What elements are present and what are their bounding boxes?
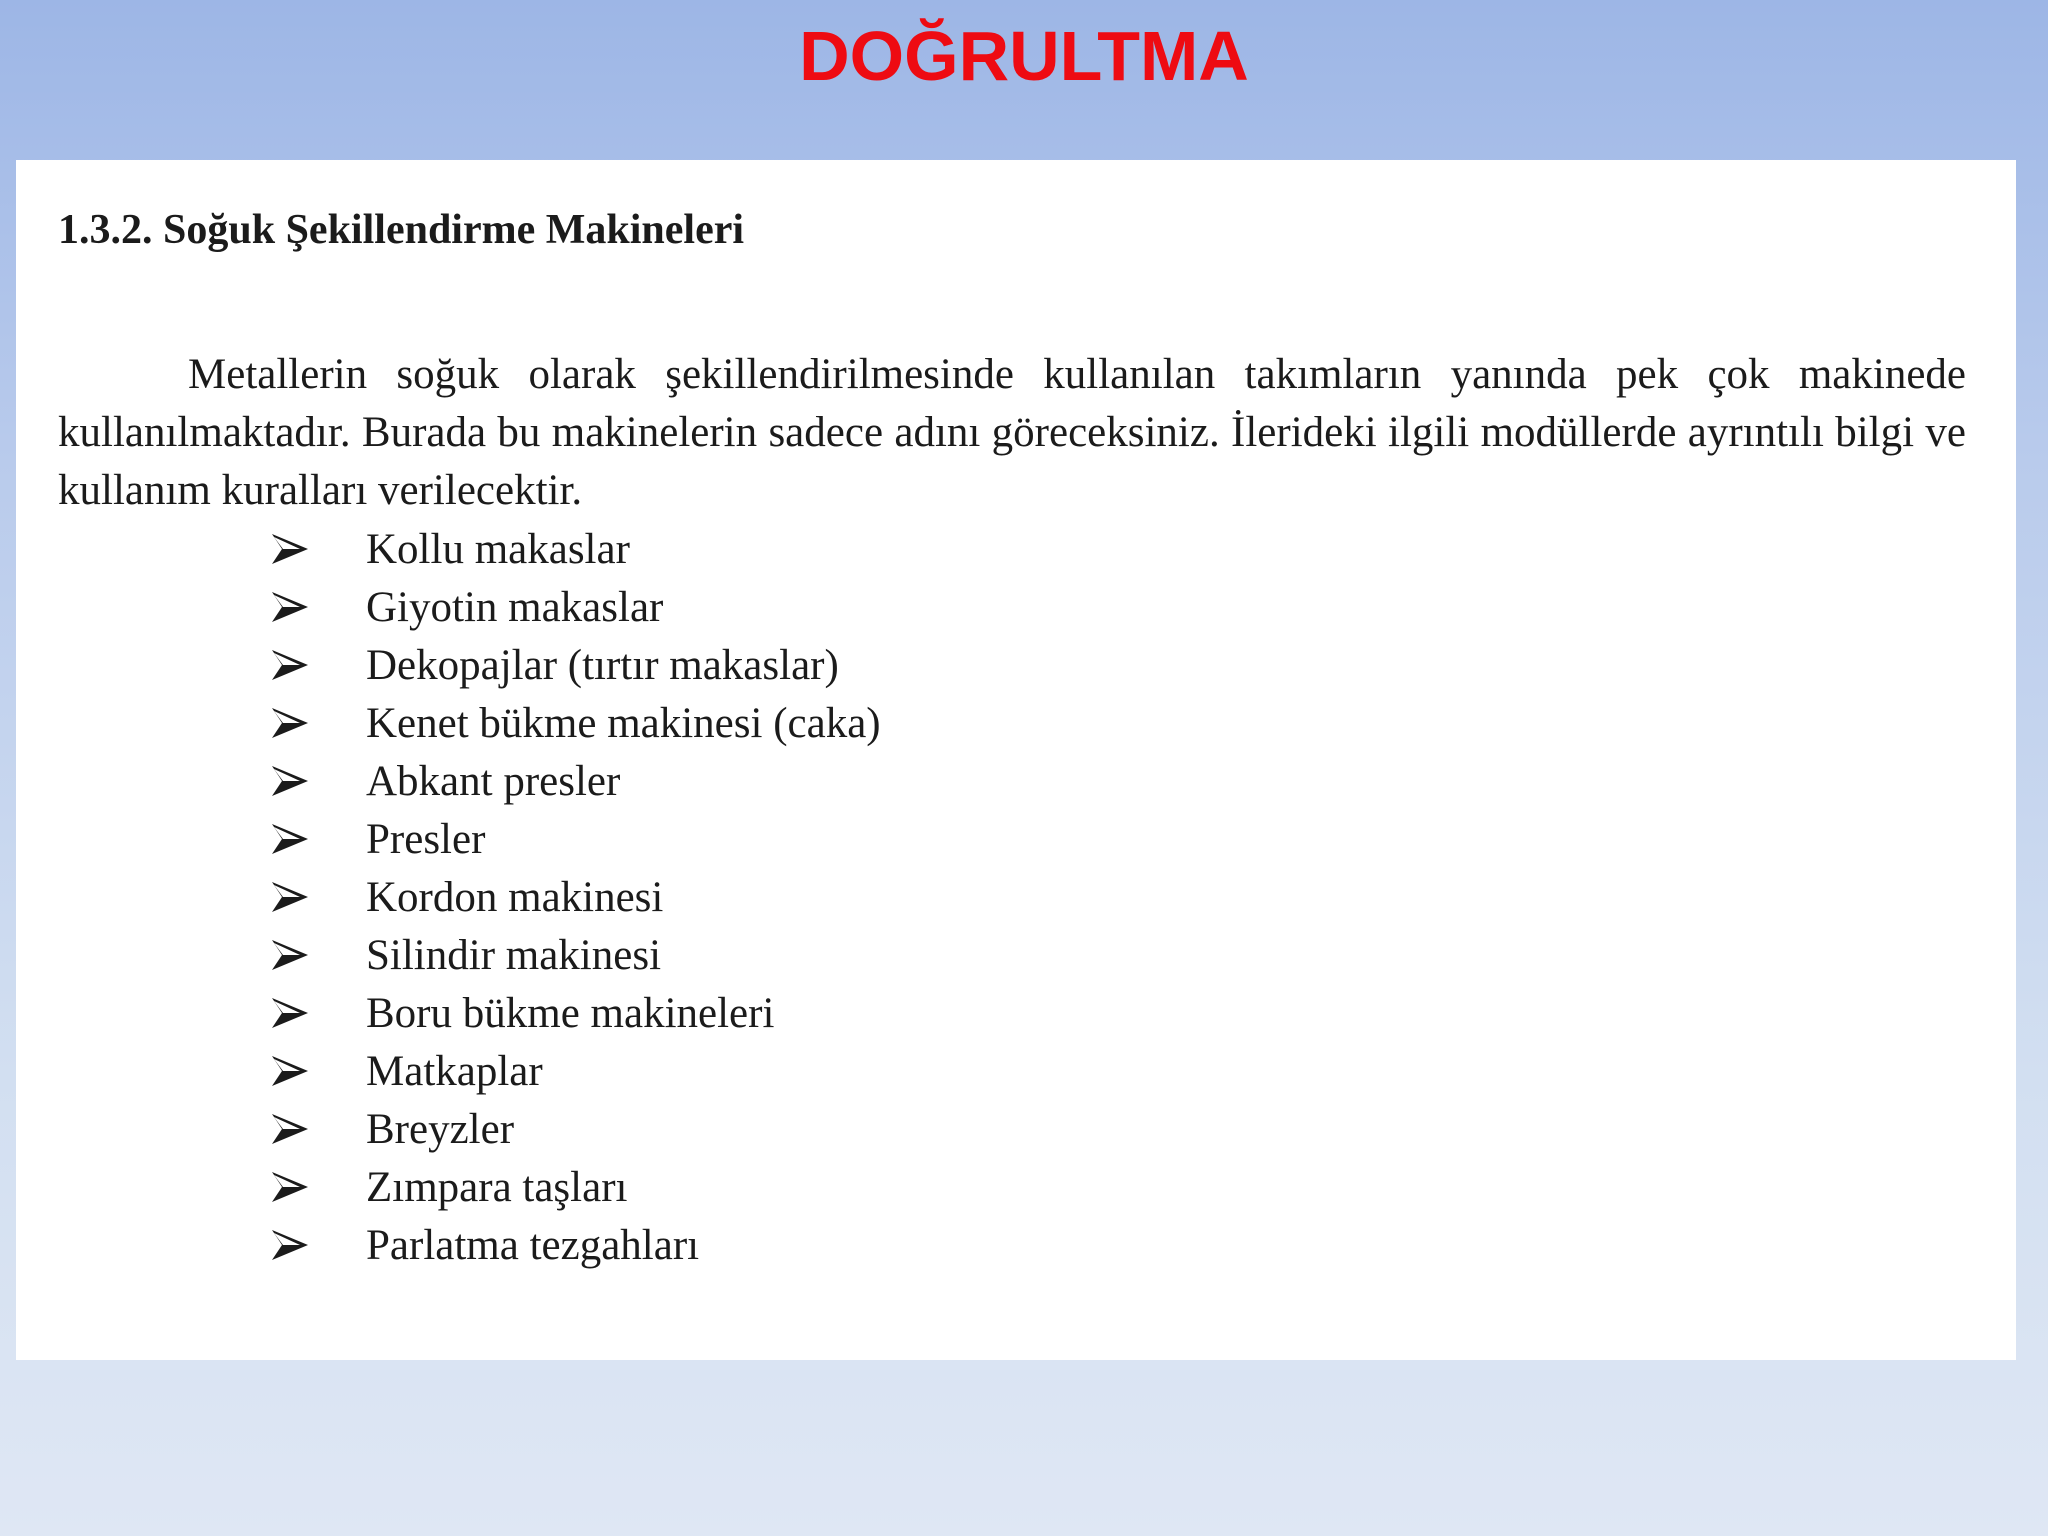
list-item [270, 520, 881, 578]
list-item [270, 694, 881, 752]
arrowhead-bullet-icon [270, 532, 310, 566]
arrowhead-bullet-icon [270, 706, 310, 740]
list-item-label: Abkant presler [366, 757, 621, 805]
arrowhead-bullet-icon [270, 590, 310, 624]
list-item-label: Kenet bükme makinesi (caka) [366, 699, 881, 747]
list-item [270, 1158, 881, 1216]
list-item [270, 1042, 881, 1100]
list-item [270, 1216, 881, 1274]
list-item-label: Silindir makinesi [366, 931, 662, 979]
intro-paragraph: Metallerin soğuk olarak şekillendirilmesinde kullanılan takımların yanında pek çok makinede kullanılmaktadır. Burada bu makinelerin sadece adını göreceksiniz. İlerideki ilgili modüllerde ayrıntılı bilgi ve kullanım kuralları verilecektir. [58, 351, 1966, 514]
list-item [270, 578, 881, 636]
list-item [270, 1100, 881, 1158]
list-item-label: Kordon makinesi [366, 873, 664, 921]
arrowhead-bullet-icon [270, 1054, 310, 1088]
machine-list [270, 520, 881, 1274]
arrowhead-bullet-icon [270, 880, 310, 914]
list-item-label: Giyotin makaslar [366, 583, 664, 631]
arrowhead-bullet-icon [270, 764, 310, 798]
list-item-label: Dekopajlar (tırtır makaslar) [366, 641, 839, 689]
list-item [270, 752, 881, 810]
list-item [270, 636, 881, 694]
arrowhead-bullet-icon [270, 1170, 310, 1204]
list-item-label: Boru bükme makineleri [366, 989, 775, 1037]
section-heading: 1.3.2. Soğuk Şekillendirme Makineleri [58, 207, 745, 253]
arrowhead-bullet-icon [270, 996, 310, 1030]
arrowhead-bullet-icon [270, 648, 310, 682]
arrowhead-bullet-icon [270, 938, 310, 972]
slide-title: DOĞRULTMA [799, 17, 1249, 95]
list-item-label: Kollu makaslar [366, 525, 630, 573]
document-image-panel [16, 160, 2016, 1360]
list-item-label: Parlatma tezgahları [366, 1221, 700, 1269]
list-item [270, 868, 881, 926]
list-item-label: Breyzler [366, 1105, 515, 1153]
list-item [270, 810, 881, 868]
list-item-label: Presler [366, 815, 486, 863]
list-item [270, 984, 881, 1042]
arrowhead-bullet-icon [270, 822, 310, 856]
list-item-label: Matkaplar [366, 1047, 543, 1095]
arrowhead-bullet-icon [270, 1228, 310, 1262]
list-item [270, 926, 881, 984]
list-item-label: Zımpara taşları [366, 1163, 628, 1211]
arrowhead-bullet-icon [270, 1112, 310, 1146]
